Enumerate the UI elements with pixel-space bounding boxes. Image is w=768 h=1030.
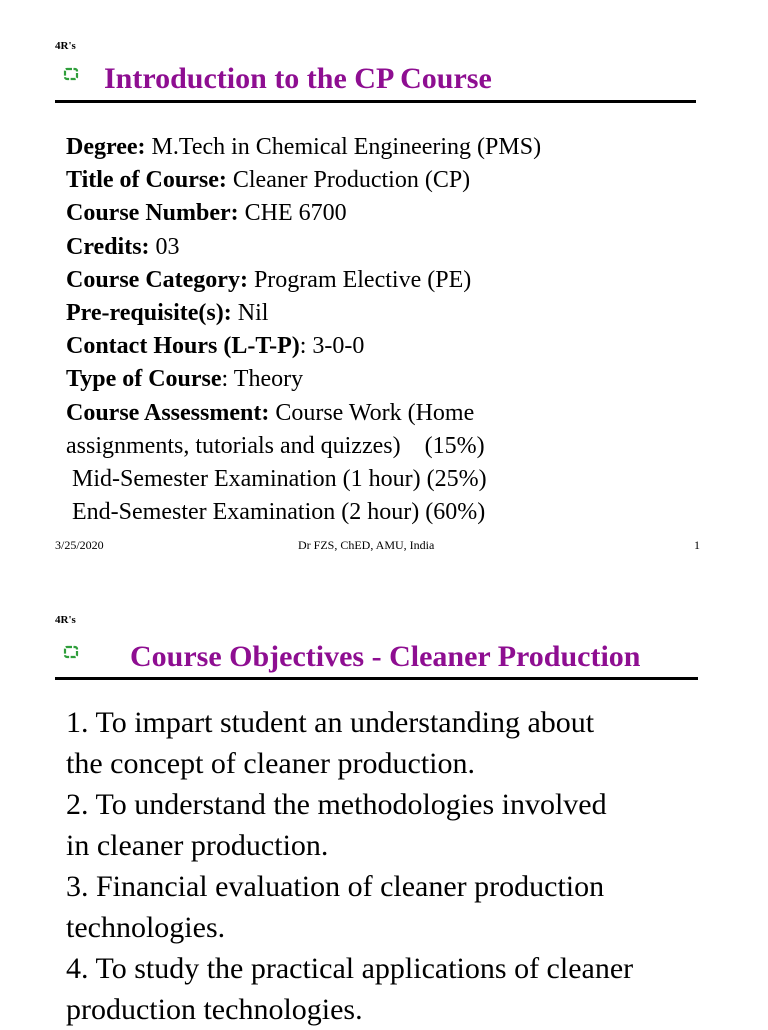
slide-tag: 4R's bbox=[55, 40, 76, 52]
credits-label: Credits: bbox=[66, 233, 150, 260]
prerequisite-value: Nil bbox=[231, 300, 269, 327]
category-label: Course Category: bbox=[66, 266, 248, 293]
objective-line: 1. To impart student an understanding about bbox=[66, 706, 595, 739]
objective-line: 2. To understand the methodologies involved bbox=[66, 788, 607, 821]
degree-row bbox=[66, 131, 706, 164]
slide-title: Introduction to the CP Course bbox=[104, 62, 492, 95]
course-title-value: Cleaner Production (CP) bbox=[226, 167, 471, 194]
assessment-label: Course Assessment: bbox=[66, 399, 270, 426]
category-value: Program Elective (PE) bbox=[247, 266, 472, 293]
course-title-row bbox=[66, 164, 706, 197]
objective-line: in cleaner production. bbox=[66, 829, 329, 862]
contact-hours-row bbox=[66, 330, 706, 363]
assessment-row bbox=[66, 397, 706, 430]
course-title-label: Title of Course: bbox=[66, 167, 227, 194]
objective-line: 4. To study the practical applications of cleaner bbox=[66, 952, 634, 985]
contact-hours-label: Contact Hours (L-T-P) bbox=[66, 333, 300, 360]
course-type-row bbox=[66, 363, 706, 396]
assessment-value: Course Work (Home bbox=[269, 399, 475, 426]
prerequisite-row bbox=[66, 297, 706, 330]
objective-line: production technologies. bbox=[66, 993, 363, 1026]
title-divider bbox=[55, 677, 698, 680]
title-divider bbox=[55, 100, 696, 103]
course-number-row bbox=[66, 197, 706, 230]
degree-value: M.Tech in Chemical Engineering (PMS) bbox=[145, 134, 542, 160]
prerequisite-label: Pre-requisite(s): bbox=[66, 300, 232, 327]
slide-tag: 4R's bbox=[55, 614, 76, 626]
assessment-coursework-line: assignments, tutorials and quizzes) (15%) bbox=[66, 432, 485, 459]
footer-page-number: 1 bbox=[694, 538, 700, 552]
credits-row bbox=[66, 231, 706, 264]
slide-2 bbox=[0, 580, 768, 1024]
objective-line: 3. Financial evaluation of cleaner production bbox=[66, 870, 605, 903]
course-number-label: Course Number: bbox=[66, 200, 239, 227]
degree-label: Degree: bbox=[66, 134, 146, 160]
objectives-list bbox=[66, 702, 746, 1030]
footer-author: Dr FZS, ChED, AMU, India bbox=[298, 538, 435, 552]
contact-hours-value: : 3-0-0 bbox=[299, 333, 365, 360]
objective-line: the concept of cleaner production. bbox=[66, 747, 475, 780]
footer-date: 3/25/2020 bbox=[55, 538, 104, 552]
assessment-endsem-line: End-Semester Examination (2 hour) (60%) bbox=[66, 499, 486, 526]
category-row bbox=[66, 264, 706, 297]
course-number-value: CHE 6700 bbox=[238, 200, 347, 227]
credits-value: 03 bbox=[149, 233, 180, 260]
square-bullet-icon bbox=[62, 644, 80, 660]
assessment-midsem-line: Mid-Semester Examination (1 hour) (25%) bbox=[66, 466, 487, 493]
square-bullet-icon bbox=[62, 66, 80, 82]
course-type-label: Type of Course bbox=[66, 366, 222, 393]
course-type-value: : Theory bbox=[221, 366, 304, 393]
objective-line: technologies. bbox=[66, 911, 226, 944]
slide-title: Course Objectives - Cleaner Production bbox=[130, 640, 641, 673]
course-details bbox=[66, 131, 706, 529]
